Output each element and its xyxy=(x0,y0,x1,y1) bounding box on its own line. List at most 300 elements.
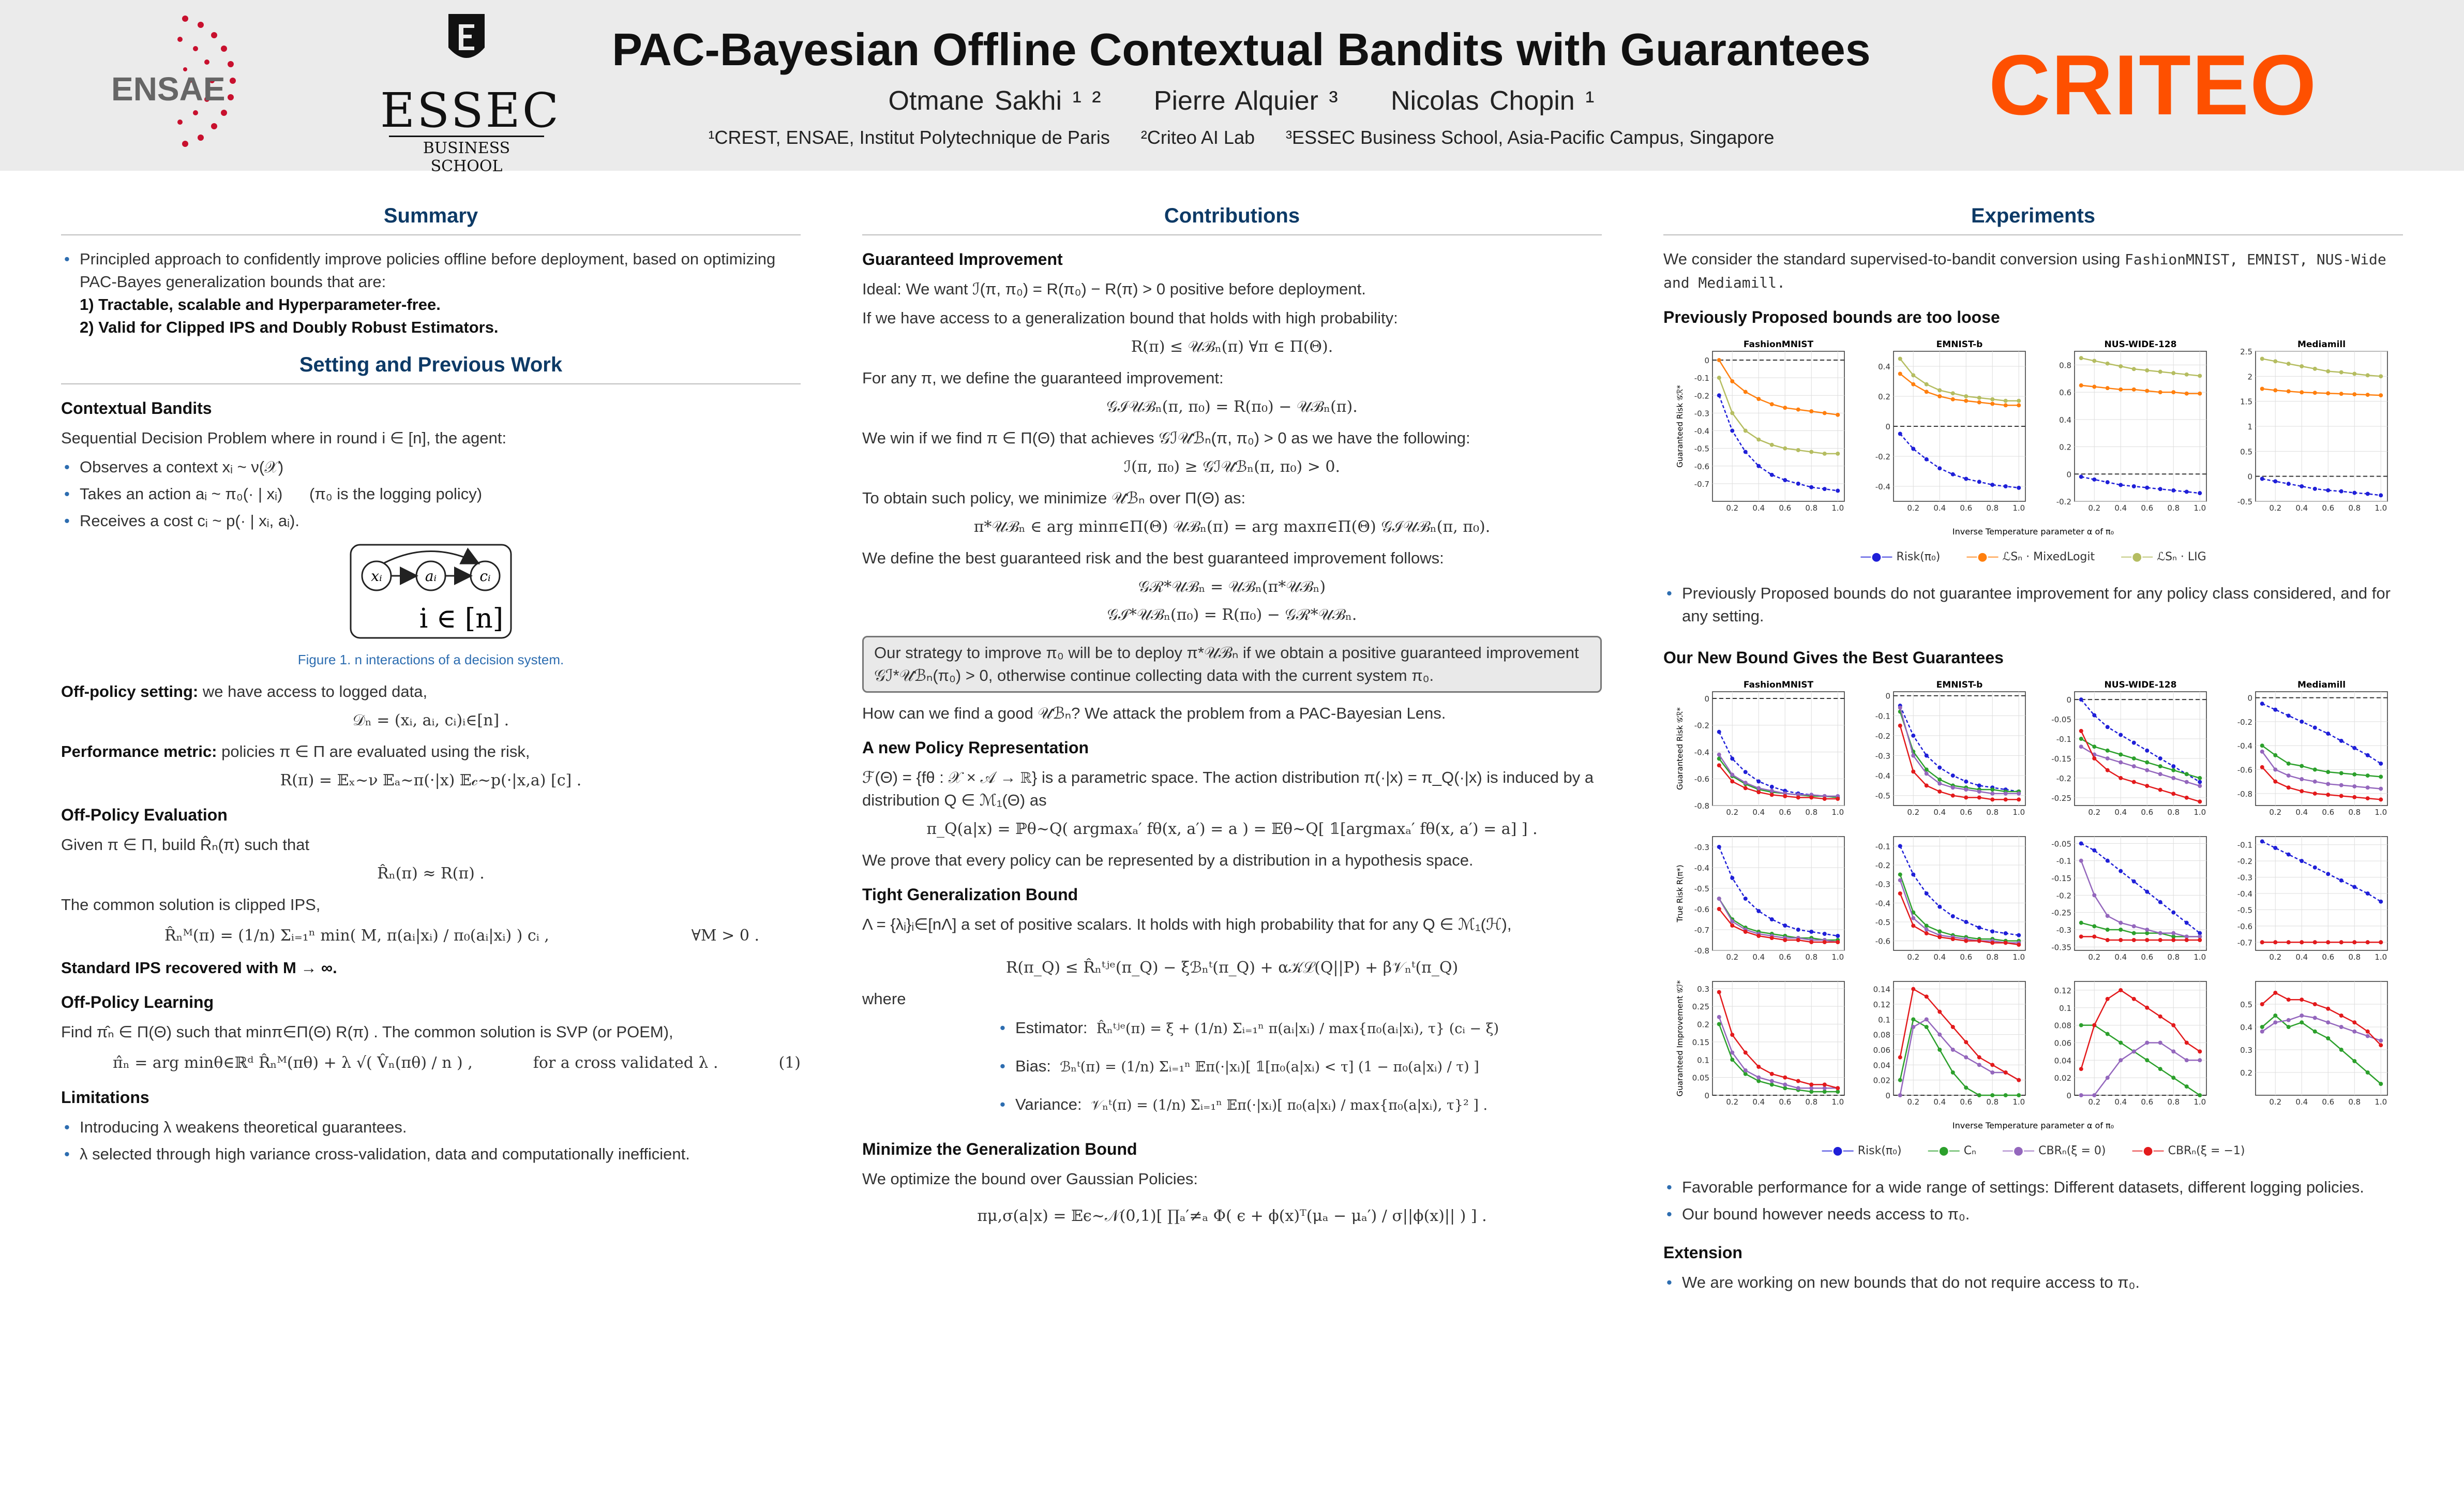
x-tick-label: 0.8 xyxy=(2167,503,2180,513)
y-tick-label: 0 xyxy=(1704,1091,1709,1100)
data-point xyxy=(1756,779,1761,783)
legend-entry: —●— Cₙ xyxy=(1927,1144,1976,1157)
subsection-title: Guaranteed Improvement xyxy=(862,250,1063,269)
chart-panel xyxy=(1875,680,2025,817)
data-point xyxy=(2171,911,2175,915)
panel-title: EMNIST-b xyxy=(1936,339,1983,350)
data-point xyxy=(2339,1048,2343,1052)
data-point xyxy=(2198,784,2202,788)
data-point xyxy=(2198,374,2202,378)
y-tick-label: 0.5 xyxy=(2240,1000,2252,1009)
x-tick-label: 0.2 xyxy=(2088,503,2101,513)
equation: π̂ₙ = arg minθ∈ℝᵈ R̂ₙᴹ(πθ) + λ √( V̂ₙ(πθ) / n ) , xyxy=(113,1054,473,1072)
data-point xyxy=(1977,939,1981,943)
y-tick-label: 0.1 xyxy=(1697,1055,1709,1065)
data-point xyxy=(1977,1063,1981,1067)
data-point xyxy=(2158,788,2162,792)
data-point xyxy=(2287,773,2291,778)
x-tick-label: 0.6 xyxy=(2141,808,2154,817)
data-point xyxy=(2079,737,2083,741)
data-point xyxy=(2260,702,2264,706)
data-point xyxy=(2119,921,2123,925)
data-point xyxy=(1977,480,1981,484)
y-tick-label: -0.2 xyxy=(1694,721,1709,731)
data-point xyxy=(1756,438,1761,442)
subsection-title: Minimize the Generalization Bound xyxy=(862,1140,1137,1158)
data-point xyxy=(1990,1070,1994,1075)
x-axis-label: Inverse Temperature parameter α of π₀ xyxy=(1952,1121,2114,1130)
data-point xyxy=(1783,1082,1787,1086)
data-point xyxy=(2132,780,2136,784)
data-point xyxy=(1925,382,1929,386)
data-point xyxy=(1809,940,1813,944)
data-point xyxy=(2366,373,2370,377)
data-point xyxy=(1951,937,1955,941)
data-point xyxy=(2326,1036,2330,1040)
data-point xyxy=(2185,1058,2189,1062)
data-point xyxy=(2017,943,2021,947)
data-point xyxy=(1937,388,1942,392)
y-tick-label: 0.2 xyxy=(1697,1020,1709,1030)
data-point xyxy=(1925,931,1929,935)
data-point xyxy=(2145,890,2149,894)
data-point xyxy=(2004,1093,2008,1097)
data-point xyxy=(2313,780,2317,784)
data-point xyxy=(2273,846,2277,850)
x-tick-label: 0.6 xyxy=(1960,808,1973,817)
data-point xyxy=(2313,487,2317,491)
data-point xyxy=(1823,487,1827,491)
x-tick-label: 0.4 xyxy=(1752,808,1765,817)
column-right xyxy=(1663,204,2403,1301)
chart-panel xyxy=(2240,981,2387,1107)
x-tick-label: 0.4 xyxy=(1752,1097,1765,1107)
data-point xyxy=(1925,994,1929,999)
data-point xyxy=(2352,1059,2356,1063)
decision-diagram xyxy=(61,540,801,643)
y-tick-label: -0.5 xyxy=(1875,791,1890,801)
x-tick-label: 0.4 xyxy=(2114,503,2127,513)
y-tick-label: 0.3 xyxy=(1697,984,1709,994)
chart-panel xyxy=(1873,981,2025,1107)
data-point xyxy=(2158,370,2162,374)
data-point xyxy=(2092,1093,2096,1097)
chart-panel xyxy=(2051,837,2206,962)
equation: R̂ₙᴹ(π) = (1/n) Σᵢ₌₁ⁿ min( M, π(aᵢ|xᵢ) / π₀(aᵢ|xᵢ) ) cᵢ , xyxy=(164,927,549,945)
summary-item: 2) Valid for Clipped IPS and Doubly Robust Estimators. xyxy=(80,318,499,336)
data-point xyxy=(2017,1078,2021,1082)
data-point xyxy=(1990,483,1994,487)
data-point xyxy=(1809,930,1813,934)
data-point xyxy=(2339,878,2343,883)
data-point xyxy=(2132,880,2136,884)
y-tick-label: -0.4 xyxy=(2237,889,2252,899)
data-point xyxy=(1937,1033,1942,1037)
data-point xyxy=(2273,991,2277,995)
node-label: xᵢ xyxy=(371,568,382,585)
data-point xyxy=(2287,1025,2291,1029)
ensae-logo-text: ENSAE xyxy=(111,70,226,108)
paragraph: To obtain such policy, we minimize 𝒰ℬₙ over Π(Θ) as: xyxy=(862,489,1246,507)
text: We consider the standard supervised-to-bandit conversion using xyxy=(1663,250,2125,268)
data-point xyxy=(1809,795,1813,799)
x-tick-label: 0.6 xyxy=(2141,503,2154,513)
paragraph: ℱ(Θ) = {fθ : 𝒳 × 𝒜 → ℝ} is a parametric space. The action distribution π(·|x) = π_Q(·|x) is induced by a distribution Q ∈ ℳ₁(Θ) as xyxy=(862,768,1594,809)
data-point xyxy=(2300,859,2304,863)
paragraph: For any π, we define the guaranteed improvement: xyxy=(862,369,1224,387)
legend-entry: —●— ℒSₙ · LIG xyxy=(2121,550,2206,563)
data-point xyxy=(2260,743,2264,748)
data-point xyxy=(1744,1068,1748,1072)
data-point xyxy=(1911,754,1915,758)
y-tick-label: -0.2 xyxy=(2056,773,2071,783)
x-tick-label: 0.8 xyxy=(1805,503,1818,513)
chart-panel xyxy=(2054,981,2206,1107)
data-point xyxy=(2352,885,2356,889)
data-point xyxy=(1770,402,1774,406)
data-point xyxy=(2198,392,2202,396)
y-tick-label: 0.05 xyxy=(1692,1073,1709,1083)
y-tick-label: -0.3 xyxy=(1875,880,1890,889)
y-tick-label: 0.04 xyxy=(1873,1061,1890,1070)
subsection-title: Extension xyxy=(1663,1243,1742,1262)
y-tick-label: -0.2 xyxy=(2237,717,2252,727)
y-tick-label: 0.1 xyxy=(1878,1015,1890,1025)
data-point xyxy=(2004,792,2008,796)
data-point xyxy=(1937,782,1942,786)
data-point xyxy=(2092,924,2096,928)
list-item: • Takes an action aᵢ ~ π₀(· | xᵢ) (π₀ is the logging policy) xyxy=(80,483,801,505)
data-point xyxy=(2185,490,2189,494)
data-point xyxy=(2079,475,2083,479)
data-point xyxy=(2379,1043,2383,1047)
x-tick-label: 1.0 xyxy=(1831,503,1844,513)
data-point xyxy=(2106,386,2110,390)
data-point xyxy=(2185,1040,2189,1045)
data-point xyxy=(1783,478,1787,482)
y-tick-label: -0.3 xyxy=(1694,843,1709,852)
data-point xyxy=(2326,770,2330,774)
data-point xyxy=(2106,938,2110,942)
data-point xyxy=(1925,783,1929,787)
data-point xyxy=(2366,773,2370,778)
data-point xyxy=(1823,452,1827,456)
x-tick-label: 0.6 xyxy=(1779,952,1792,962)
x-tick-label: 0.8 xyxy=(2167,1097,2180,1107)
y-tick-label: -0.1 xyxy=(1875,842,1890,852)
equation: R(π) ≤ 𝒰ℬₙ(π) ∀π ∈ Π(Θ). xyxy=(1131,338,1333,356)
subsection-title: Contextual Bandits xyxy=(61,399,212,418)
data-point xyxy=(2158,1067,2162,1071)
data-point xyxy=(1796,448,1800,452)
y-axis-label: Guaranteed Risk 𝒢ℛ* xyxy=(1675,707,1685,790)
list-item: • We are working on new bounds that do not require access to π₀. xyxy=(1682,1271,2403,1294)
y-tick-label: -0.15 xyxy=(2051,754,2071,764)
data-point xyxy=(1951,794,1955,798)
data-point xyxy=(2352,392,2356,396)
y-tick-label: -0.8 xyxy=(2237,789,2252,799)
x-tick-label: 0.2 xyxy=(1907,503,1920,513)
x-tick-label: 1.0 xyxy=(2375,808,2387,817)
y-tick-label: -0.5 xyxy=(2237,905,2252,915)
data-point xyxy=(1911,1017,1915,1021)
data-point xyxy=(1925,923,1929,928)
data-point xyxy=(2366,940,2370,944)
y-tick-label: 0 xyxy=(1704,694,1709,704)
y-tick-label: 0.4 xyxy=(2240,1023,2252,1032)
chart-new-bound xyxy=(1663,676,2403,1163)
data-point xyxy=(2379,774,2383,779)
data-point xyxy=(1770,1082,1774,1086)
data-point xyxy=(2313,792,2317,796)
data-point xyxy=(2092,359,2096,363)
legend-label: Cₙ xyxy=(1963,1144,1976,1157)
data-point xyxy=(1964,1085,1968,1090)
data-point xyxy=(2366,891,2370,896)
data-point xyxy=(2379,900,2383,904)
y-tick-label: -0.2 xyxy=(2237,857,2252,867)
data-point xyxy=(1911,987,1915,991)
data-point xyxy=(2366,393,2370,397)
data-point xyxy=(2017,1093,2021,1097)
data-point xyxy=(1937,466,1942,470)
equation: π*𝒰ℬₙ ∈ arg minπ∈Π(Θ) 𝒰ℬₙ(π) = arg maxπ∈Π(Θ) 𝒢ℐ𝒰ℬₙ(π, π₀). xyxy=(973,518,1491,536)
x-tick-label: 0.2 xyxy=(1907,1097,1920,1107)
y-tick-label: -0.4 xyxy=(1875,899,1890,908)
x-tick-label: 0.6 xyxy=(1779,1097,1792,1107)
data-point xyxy=(2132,997,2136,1001)
data-point xyxy=(1770,917,1774,921)
data-point xyxy=(2300,997,2304,1002)
data-point xyxy=(1730,1057,1734,1062)
x-tick-label: 1.0 xyxy=(1831,952,1844,962)
data-point xyxy=(1937,778,1942,782)
data-point xyxy=(1717,730,1721,734)
x-tick-label: 0.6 xyxy=(1779,503,1792,513)
data-point xyxy=(2119,938,2123,942)
panel-title: FashionMNIST xyxy=(1743,339,1814,350)
data-point xyxy=(1756,790,1761,794)
y-tick-label: 0.15 xyxy=(1692,1037,1709,1047)
data-point xyxy=(1951,914,1955,918)
data-point xyxy=(1836,1090,1840,1094)
chart-new-bound-svg xyxy=(1663,676,2403,1131)
data-point xyxy=(2326,369,2330,374)
data-point xyxy=(2260,477,2264,481)
data-point xyxy=(2287,389,2291,393)
data-point xyxy=(1836,940,1840,944)
data-point xyxy=(2260,357,2264,361)
y-tick-label: 0.2 xyxy=(2240,1068,2252,1078)
data-point xyxy=(1911,373,1915,377)
equation: 𝒢ℐ𝒰ℬₙ(π, π₀) = R(π₀) − 𝒰ℬₙ(π). xyxy=(1106,398,1358,416)
data-point xyxy=(2017,399,2021,403)
data-point xyxy=(2326,782,2330,786)
y-tick-label: -0.6 xyxy=(1694,905,1709,914)
label: Performance metric: xyxy=(61,742,217,761)
data-point xyxy=(2379,787,2383,791)
data-point xyxy=(2119,752,2123,756)
x-tick-label: 0.6 xyxy=(1779,808,1792,817)
subsection-title: Previously Proposed bounds are too loose xyxy=(1663,308,2000,326)
equation: ℬₙᵗ(π) = (1/n) Σᵢ₌₁ⁿ 𝔼π(·|xᵢ)[ 𝟙[π₀(a|xᵢ) < τ] (1 − π₀(a|xᵢ) / τ) ] xyxy=(1060,1059,1479,1075)
paragraph xyxy=(1663,248,2403,294)
data-point xyxy=(2119,869,2123,873)
data-point xyxy=(1783,1076,1787,1080)
data-point xyxy=(1836,413,1840,417)
y-tick-label: 0.12 xyxy=(1873,1000,1890,1009)
y-tick-label: 1 xyxy=(2247,422,2252,431)
data-point xyxy=(1783,923,1787,928)
x-tick-label: 0.6 xyxy=(1960,503,1973,513)
data-point xyxy=(1937,766,1942,770)
data-point xyxy=(2119,776,2123,780)
y-tick-label: -0.4 xyxy=(2237,741,2252,751)
y-tick-label: -0.7 xyxy=(1694,479,1709,489)
data-point xyxy=(1911,447,1915,451)
x-tick-label: 0.8 xyxy=(1986,503,1999,513)
data-point xyxy=(2132,741,2136,745)
legend-entry: —●— CBRₙ(ξ = 0) xyxy=(2002,1144,2106,1157)
subsection-title: Limitations xyxy=(61,1088,149,1107)
data-point xyxy=(2198,799,2202,803)
data-point xyxy=(1951,1048,1955,1052)
data-point xyxy=(2287,997,2291,1002)
data-point xyxy=(1990,397,1994,401)
text: policies π ∈ Π are evaluated using the risk, xyxy=(217,742,530,761)
legend-entry: —●— CBRₙ(ξ = −1) xyxy=(2131,1144,2245,1157)
data-point xyxy=(2339,1025,2343,1029)
data-point xyxy=(1990,941,1994,945)
x-tick-label: 0.6 xyxy=(2322,503,2335,513)
data-point xyxy=(2300,1020,2304,1024)
data-point xyxy=(1756,1065,1761,1069)
data-point xyxy=(1744,770,1748,774)
list-item xyxy=(1015,1055,1602,1079)
chart-panel xyxy=(2051,680,2206,817)
data-point xyxy=(2185,392,2189,396)
data-point xyxy=(1977,783,1981,787)
data-point xyxy=(2287,785,2291,789)
data-point xyxy=(2092,478,2096,482)
data-point xyxy=(2079,744,2083,749)
x-tick-label: 0.8 xyxy=(1805,808,1818,817)
data-point xyxy=(1911,734,1915,738)
data-point xyxy=(1717,393,1721,397)
paragraph: The common solution is clipped IPS, xyxy=(61,896,321,914)
list-item: • Introducing λ weakens theoretical guarantees. xyxy=(80,1116,801,1139)
data-point xyxy=(1770,793,1774,797)
legend-label: CBRₙ(ξ = −1) xyxy=(2168,1144,2245,1157)
data-point xyxy=(2106,768,2110,772)
data-point xyxy=(2017,792,2021,796)
data-point xyxy=(2260,940,2264,944)
data-point xyxy=(2366,796,2370,800)
x-tick-label: 0.4 xyxy=(1933,808,1946,817)
data-point xyxy=(1937,905,1942,909)
data-point xyxy=(1925,1017,1929,1021)
data-point xyxy=(1809,485,1813,489)
x-tick-label: 0.4 xyxy=(1933,503,1946,513)
data-point xyxy=(1836,489,1840,493)
data-point xyxy=(2132,484,2136,488)
data-point xyxy=(1809,409,1813,413)
data-point xyxy=(2004,403,2008,407)
data-point xyxy=(1717,753,1721,757)
list-item: • Previously Proposed bounds do not guarantee improvement for any policy class considered, and for any setting. xyxy=(1682,582,2403,628)
data-point xyxy=(1756,909,1761,913)
data-point xyxy=(2132,1049,2136,1053)
data-point xyxy=(1951,391,1955,395)
equation: R(π_Q) ≤ R̂ₙᵗʲᵉ(π_Q) − ξℬₙᵗ(π_Q) + α𝒦ℒ(Q||P) + β𝒱ₙᵗ(π_Q) xyxy=(1005,959,1459,977)
data-point xyxy=(2273,479,2277,483)
data-point xyxy=(2198,1058,2202,1062)
data-point xyxy=(2119,388,2123,392)
data-point xyxy=(2198,780,2202,784)
data-point xyxy=(2339,392,2343,396)
chart-legend xyxy=(1663,546,2403,569)
data-point xyxy=(2287,762,2291,766)
paragraph xyxy=(61,740,801,763)
equation-condition: for a cross validated λ . xyxy=(533,1054,718,1072)
data-point xyxy=(2145,928,2149,932)
data-point xyxy=(2079,859,2083,863)
data-point xyxy=(2092,385,2096,389)
data-point xyxy=(2300,720,2304,724)
data-point xyxy=(1911,916,1915,920)
data-point xyxy=(2132,924,2136,928)
data-point xyxy=(1977,789,1981,794)
data-point xyxy=(1977,400,1981,405)
data-point xyxy=(2198,491,2202,495)
y-tick-label: -0.5 xyxy=(1694,884,1709,893)
data-point xyxy=(2171,776,2175,780)
data-point xyxy=(2339,489,2343,494)
data-point xyxy=(2339,739,2343,743)
data-point xyxy=(1744,390,1748,394)
node-label: cᵢ xyxy=(479,568,491,585)
y-tick-label: -0.6 xyxy=(1694,461,1709,471)
y-tick-label: -0.05 xyxy=(2051,839,2071,849)
author-list xyxy=(543,85,1940,116)
data-point xyxy=(2185,373,2189,377)
data-point xyxy=(2352,940,2356,944)
data-point xyxy=(2145,749,2149,753)
data-point xyxy=(1925,771,1929,776)
term-label: Bias: xyxy=(1015,1057,1051,1075)
data-point xyxy=(1990,929,1994,933)
y-tick-label: -0.25 xyxy=(2051,908,2071,918)
x-tick-label: 0.2 xyxy=(1907,808,1920,817)
data-point xyxy=(1925,457,1929,461)
data-point xyxy=(2171,938,2175,942)
data-point xyxy=(1911,1025,1915,1029)
data-point xyxy=(2171,371,2175,375)
panel-title: Mediamill xyxy=(2297,339,2346,350)
chart-panel xyxy=(1675,339,1844,513)
data-point xyxy=(2379,1082,2383,1086)
data-point xyxy=(2079,356,2083,360)
panel-title: NUS-WIDE-128 xyxy=(2104,680,2177,690)
data-point xyxy=(1744,930,1748,934)
data-point xyxy=(2326,391,2330,395)
x-tick-label: 0.8 xyxy=(1986,952,1999,962)
data-point xyxy=(2366,753,2370,757)
y-tick-label: 0.08 xyxy=(2054,1021,2071,1031)
legend-label: Risk(π₀) xyxy=(1857,1144,1902,1157)
y-tick-label: 2.5 xyxy=(2240,347,2252,356)
x-tick-label: 1.0 xyxy=(2193,503,2206,513)
